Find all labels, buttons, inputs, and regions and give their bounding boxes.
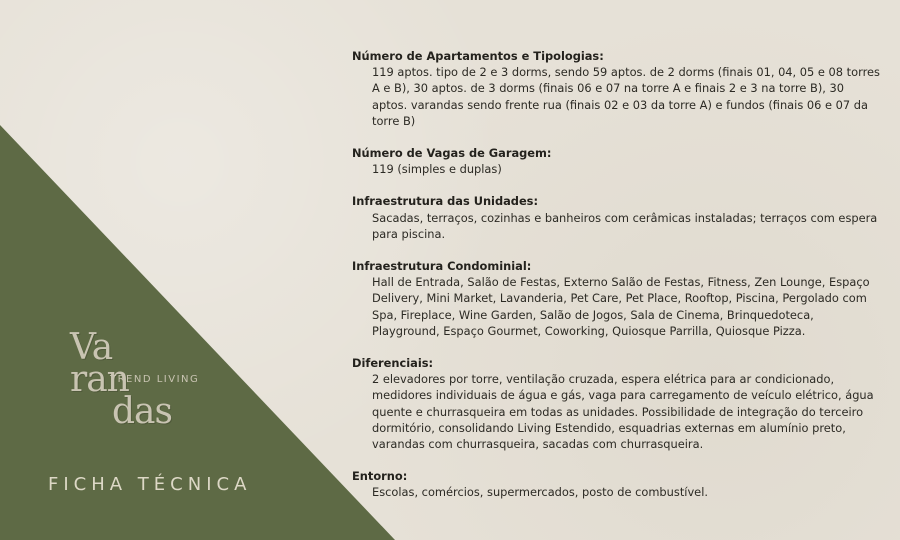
logo-line-1: Va	[70, 327, 113, 368]
section-diferenciais	[352, 355, 882, 452]
section-title: Diferenciais:	[352, 356, 434, 371]
logo-line-2: ran	[70, 359, 129, 400]
section-infra-condominial	[352, 258, 882, 339]
section-body: Sacadas, terraços, cozinhas e banheiros com cerâmicas instaladas; terraços com espera para piscina.	[372, 210, 878, 241]
section-vagas	[352, 145, 882, 177]
technical-sheet	[352, 48, 882, 517]
section-apartamentos	[352, 48, 882, 129]
section-body: Hall de Entrada, Salão de Festas, Externo Salão de Festas, Fitness, Zen Lounge, Espaço Delivery, Mini Market, Lavanderia, Pet Care, Pet Place, Rooftop, Piscina, Pergolado com Spa, Fireplace, Wine Garden, Salão de Jogos, Sala de Cinema, Brinquedoteca, Playground, Espaço Gourmet, Coworking, Quiosque Parrilla, Quiosque Pizza.	[372, 275, 870, 338]
section-body: 119 aptos. tipo de 2 e 3 dorms, sendo 59 aptos. de 2 dorms (finais 01, 04, 05 e 08 torres A e B), 30 aptos. de 3 dorms (finais 06 e 07 na torre A e finais 2 e 3 na torre B), 30 aptos. varandas sendo frente rua (finais 02 e 03 da torre A) e fundos (finais 06 e 07 da torre B)	[372, 65, 880, 128]
varandas-logo	[70, 327, 290, 440]
section-entorno	[352, 468, 882, 500]
section-title: Infraestrutura Condominial:	[352, 259, 532, 274]
logo-tagline: TREND LIVING	[110, 374, 200, 385]
section-title: Entorno:	[352, 469, 408, 484]
ficha-tecnica-title: FICHA TÉCNICA	[48, 474, 252, 495]
section-body: Escolas, comércios, supermercados, posto de combustível.	[372, 485, 708, 500]
section-title: Número de Vagas de Garagem:	[352, 146, 552, 161]
logo-line-3: das	[112, 391, 172, 432]
section-body: 2 elevadores por torre, ventilação cruzada, espera elétrica para ar condicionado, medidores individuais de água e gás, vaga para carregamento de veículo elétrico, água quente e churrasqueira em todas as unidades. Possibilidade de integração do terceiro dormitório, consolidando Living Estendido, esquadrias externas em alumínio preto, varandas com churrasqueira, sacadas com churrasqueira.	[372, 372, 874, 452]
section-body: 119 (simples e duplas)	[372, 162, 502, 177]
section-title: Número de Apartamentos e Tipologias:	[352, 49, 604, 63]
section-title: Infraestrutura das Unidades:	[352, 194, 539, 209]
section-infra-unidades	[352, 193, 882, 242]
